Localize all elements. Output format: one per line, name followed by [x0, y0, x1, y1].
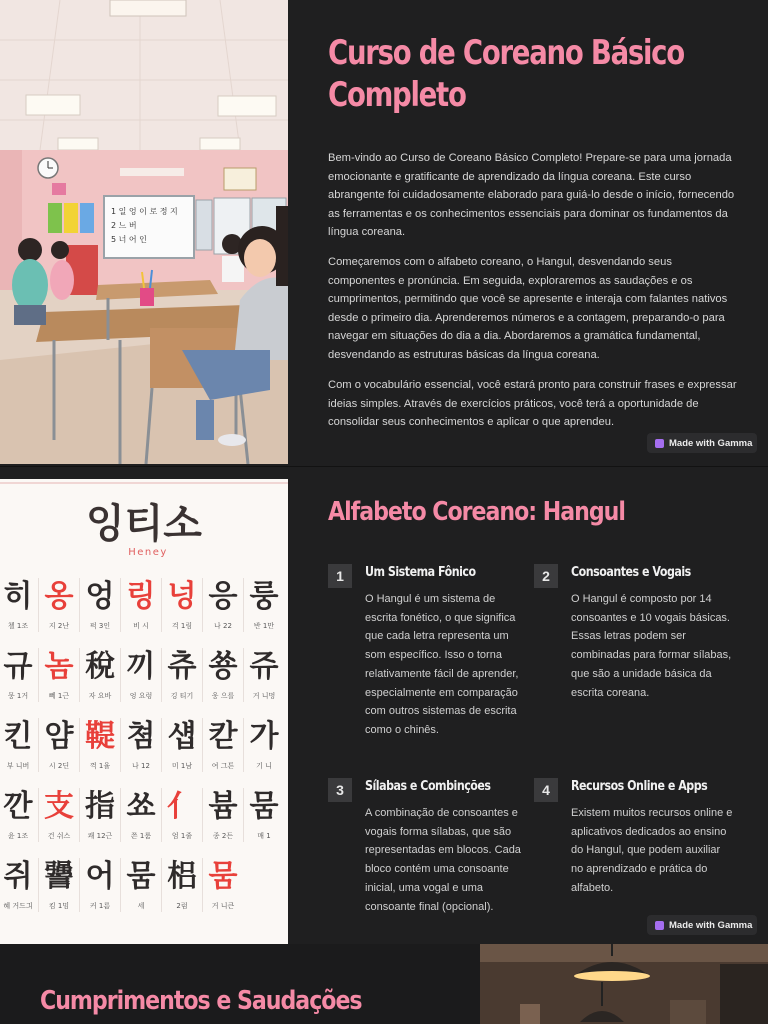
- poster-caption: 건 쉬스: [47, 832, 71, 840]
- made-with-gamma-badge[interactable]: [647, 915, 757, 935]
- item-text: A combinação de consoantes e vogais forma sílabas, que são representadas em blocos. Cada bloco contém uma consoante inicial, uma vogal e uma consoante final (opcional).: [365, 807, 521, 913]
- item-text: Existem muitos recursos online e aplicativos dedicados ao ensino do Hangul, que podem auxiliar no aprendizado e prática do alfabeto.: [571, 807, 733, 894]
- poster-caption: 뭉 1거: [7, 692, 29, 700]
- poster-glyph: 칻: [208, 719, 238, 754]
- poster-glyph: 支: [44, 789, 74, 824]
- board-line-2: 2 느 버: [111, 221, 137, 230]
- poster-glyph: 끼: [126, 649, 156, 684]
- gamma-logo-icon: [655, 439, 664, 448]
- item-number: 3: [328, 778, 352, 802]
- page-title: Curso de Coreano Básico Completo: [328, 33, 684, 115]
- poster-caption: 혜 거드긔: [3, 902, 33, 910]
- poster-caption: 걱 1림: [171, 622, 193, 630]
- badge-label: Made with Gamma: [669, 919, 753, 931]
- classroom-illustration: [0, 0, 288, 464]
- poster-glyph: 얌: [44, 719, 74, 754]
- item-title: Consoantes e Vogais: [571, 564, 691, 580]
- poster-caption: 부 니버: [6, 762, 30, 770]
- poster-caption: 거 니큰: [211, 902, 235, 910]
- item-title: Um Sistema Fônico: [365, 564, 476, 580]
- poster-caption: 쾌 12근: [87, 832, 113, 840]
- poster-glyph: 응: [208, 579, 238, 614]
- poster-glyph: 킨: [3, 719, 33, 754]
- item-title: Recursos Online e Apps: [571, 778, 708, 794]
- poster-glyph: 쥬: [249, 649, 279, 684]
- poster-glyph: 깐: [3, 789, 33, 824]
- poster-caption: 킴 1밈: [48, 902, 70, 910]
- poster-caption: 꺽 1율: [89, 762, 111, 770]
- badge-label: Made with Gamma: [669, 437, 753, 449]
- poster-caption: 퍽 3인: [89, 622, 111, 630]
- poster-caption: 비 시: [133, 622, 149, 630]
- item-title: Sílabas e Combinções: [365, 778, 491, 794]
- poster-glyph: 놈: [44, 649, 74, 684]
- poster-glyph: 히: [3, 579, 33, 614]
- gamma-logo-icon: [655, 921, 664, 930]
- intro-paragraph-3: Com o vocabulário essencial, você estará pronto para construir frases e expressar ideias simples. Através de exercícios práticos, você terá a oportunidade de consolidar seus conhecimentos e aplicar o que aprendeu.: [328, 379, 737, 428]
- poster-glyph: 稅: [85, 649, 115, 684]
- hangul-poster-illustration: [0, 479, 288, 945]
- item-number: 1: [328, 564, 352, 588]
- slide-greetings: [0, 944, 768, 1024]
- made-with-gamma-badge[interactable]: [647, 433, 757, 453]
- poster-caption: 종 2든: [212, 832, 234, 840]
- board-line-3: 5 너 어 인: [111, 235, 147, 244]
- poster-glyph: 엉: [85, 579, 115, 614]
- section-title-hangul: Alfabeto Coreano: Hangul: [328, 497, 625, 527]
- poster-glyph: 쥐: [3, 859, 33, 894]
- poster-glyph: 옹: [44, 579, 74, 614]
- poster-caption: 2럼: [176, 902, 188, 910]
- poster-glyph: 뭄: [249, 789, 279, 824]
- item-text: O Hangul é um sistema de escrita fonético, o que significa que cada letra representa um som específico. Isso o torna relativamente fácil de aprender, especialmente em comparação com outros sistemas de escrita como o chinês.: [365, 593, 519, 736]
- poster-caption: 윤 1조: [7, 832, 29, 840]
- poster-caption: 시 2딘: [48, 762, 70, 770]
- intro-paragraph-2: Começaremos com o alfabeto coreano, o Hangul, desvendando seus componentes e pronúncia. Em seguida, exploraremos as saudações e os cumprimentos, permitindo que você se apresente e interaja com falantes nativos desde o primeiro dia. Aprenderemos números e a contagem, preparando-o para navegar em situações do dia a dia. Abordaremos a gramática fundamental, desvendando as estruturas básicas da língua coreana.: [328, 256, 728, 361]
- poster-caption: 여 그튼: [211, 762, 235, 770]
- poster-glyph: 鞮: [85, 719, 115, 754]
- poster-caption: 엄 1줄: [171, 832, 193, 840]
- poster-glyph: 규: [3, 649, 33, 684]
- slide-hangul: [0, 466, 768, 945]
- section-title-greetings: Cumprimentos e Saudações: [40, 986, 362, 1016]
- poster-glyph: 가: [249, 719, 279, 754]
- poster-caption: 첼 1조: [7, 622, 29, 630]
- board-line-1: 1 일 엉 이 로 정 지: [111, 207, 178, 216]
- poster-caption: 뻬 1근: [48, 692, 70, 700]
- poster-caption: 거 니멍: [252, 692, 276, 700]
- poster-glyph: 謽: [44, 859, 74, 894]
- poster-glyph: 섑: [167, 719, 197, 754]
- poster-caption: 엉 요렁: [129, 692, 153, 700]
- poster-caption: 미 1남: [171, 762, 193, 770]
- poster-glyph: 쑈: [126, 789, 156, 824]
- poster-glyph: 븀: [208, 789, 238, 824]
- poster-glyph: 츄: [167, 649, 197, 684]
- poster-subtitle: Heney: [128, 547, 168, 558]
- poster-caption: 나 22: [214, 622, 232, 630]
- poster-glyph: 링: [126, 579, 156, 614]
- poster-caption: 매 1: [257, 832, 271, 840]
- item-number: 2: [534, 564, 558, 588]
- poster-caption: 웅 으를: [211, 692, 235, 700]
- item-number: 4: [534, 778, 558, 802]
- poster-caption: 지 2난: [48, 622, 70, 630]
- poster-caption: 쯘 1룸: [130, 832, 152, 840]
- poster-glyph: 뭄: [208, 859, 238, 894]
- poster-caption: 나 12: [132, 762, 150, 770]
- poster-caption: 깅 티기: [170, 692, 194, 700]
- poster-caption: 기 니: [256, 762, 272, 770]
- poster-caption: 반 1만: [253, 622, 275, 630]
- intro-paragraph-1: Bem-vindo ao Curso de Coreano Básico Completo! Prepare-se para uma jornada emocionante e gratificante de aprendizado da língua coreana. Este curso abrangente foi cuidadosamente elaborado para guiá-lo desde o início, fornecendo as ferramentas e os conhecimentos essenciais para dominar os fundamentos da língua coreana.: [328, 152, 735, 238]
- slide-intro: [0, 0, 768, 466]
- poster-caption: 커 1름: [89, 902, 111, 910]
- poster-glyph: 쑝: [208, 649, 238, 684]
- poster-caption: 자 요바: [88, 692, 112, 700]
- cafe-lamp-illustration: [480, 944, 768, 1024]
- poster-glyph: 指: [85, 789, 115, 824]
- poster-glyph: 넝: [167, 579, 197, 614]
- poster-caption: 세: [137, 902, 145, 910]
- poster-glyph: 梠: [167, 859, 197, 894]
- item-text: O Hangul é composto por 14 consoantes e 10 vogais básicas. Essas letras podem ser combinadas para formar sílabas, que são a unidade básica da escrita coreana.: [571, 593, 732, 699]
- poster-glyph: 어: [85, 859, 115, 894]
- poster-glyph: 뭄: [126, 859, 156, 894]
- poster-title: 잉티소: [86, 501, 202, 547]
- poster-glyph: 쳠: [126, 719, 156, 754]
- poster-glyph: 亻: [167, 789, 197, 824]
- poster-glyph: 룽: [249, 579, 279, 614]
